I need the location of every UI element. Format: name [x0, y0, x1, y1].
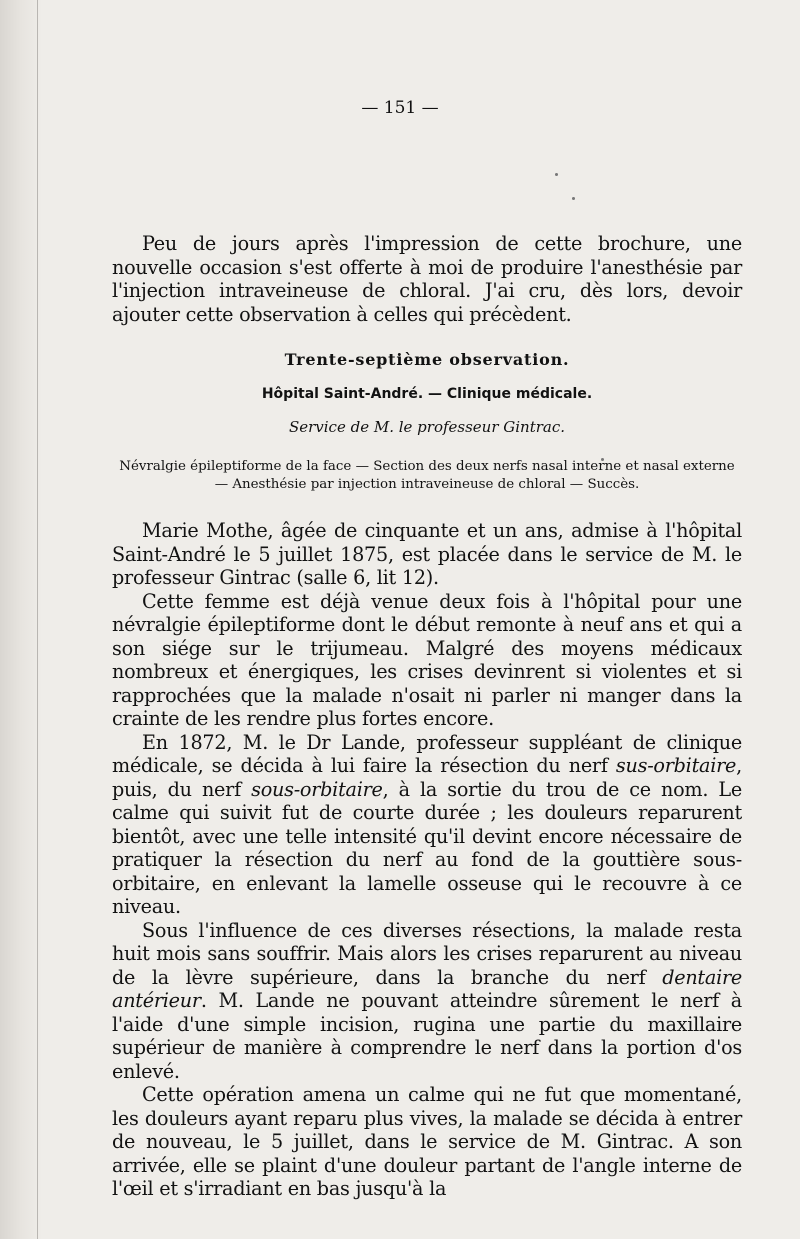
page-gutter-shadow: [0, 0, 42, 1239]
text-run: , puis, du nerf: [112, 754, 742, 801]
text-run: Sous l'influence de ces diverses résections, la malade resta huit mois sans souffrir. Mais alors les crises reparurent au niveau de la lèvre supérieure, dans la branche du nerf: [112, 918, 742, 989]
paragraph-second-resection: [112, 919, 742, 1084]
nerve-term: sus-orbitaire: [615, 754, 737, 777]
hospital-heading: Hôpital Saint-André. — Clinique médicale.: [261, 386, 593, 402]
text-run: . M. Lande ne pouvant atteindre sûrement le nerf à l'aide d'une simple incision, rugina une partie du maxillaire supérieur de manière à comprendre le nerf dans la portion d'os enlevé.: [112, 989, 742, 1083]
nerve-term: dentaire antérieur: [112, 965, 742, 1012]
text-run: , à la sortie du trou de ce nom. Le calme qui suivit fut de courte durée ; les douleurs reparurent bientôt, avec une telle intensité qu'il devint encore nécessaire de pratiquer la résection du nerf au fond de la gouttière sous-orbitaire, en enlevant la lamelle osseuse qui le recouvre à ce niveau.: [112, 777, 742, 918]
intro-paragraph: Peu de jours après l'impression de cette brochure, une nouvelle occasion s'est offerte à moi de produire l'anesthésie par l'injection intraveineuse de chloral. J'ai cru, dès lors, devoir ajouter cette observation à celles qui précèdent.: [112, 232, 742, 326]
print-speck: [572, 197, 575, 200]
paragraph-admission: Marie Mothe, âgée de cinquante et un ans, admise à l'hôpital Saint-André le 5 juillet 1875, est placée dans le service de M. le professeur Gintrac (salle 6, lit 12).: [112, 519, 742, 589]
paragraph-first-resections: [112, 731, 742, 919]
print-speck: [555, 173, 558, 176]
binding-edge: [37, 0, 38, 1239]
text-run: En 1872, M. le Dr Lande, professeur suppléant de clinique médicale, se décida à lui faire la résection du nerf: [112, 730, 742, 777]
observation-title: Trente-septième observation.: [284, 350, 570, 369]
paragraph-readmission: Cette opération amena un calme qui ne fut que momentané, les douleurs ayant reparu plus vives, la malade se décida à entrer de nouveau, le 5 juillet, dans le service de M. Gintrac. A son arrivée, elle se plaint d'une douleur partant de l'angle interne de l'œil et s'irradiant en bas jusqu'à la: [112, 1083, 742, 1200]
page-content: [112, 232, 742, 1201]
service-heading: Service de M. le professeur Gintrac.: [288, 418, 566, 436]
page-number: — 151 —: [361, 98, 439, 118]
nerve-term: sous-orbitaire: [251, 777, 383, 801]
diagnosis-summary: Névralgie épileptiforme de la face — Section des deux nerfs nasal interne et nasal externe — Anesthésie par injection intraveineuse de chloral — Succès.: [119, 459, 735, 492]
paragraph-history: Cette femme est déjà venue deux fois à l'hôpital pour une névralgie épileptiforme dont le début remonte à neuf ans et qui a son siége sur le trijumeau. Malgré des moyens médicaux nombreux et énergiques, les crises devinrent si violentes et si rapprochées que la malade n'osait ni parler ni manger dans la crainte de les rendre plus fortes encore.: [112, 589, 742, 730]
